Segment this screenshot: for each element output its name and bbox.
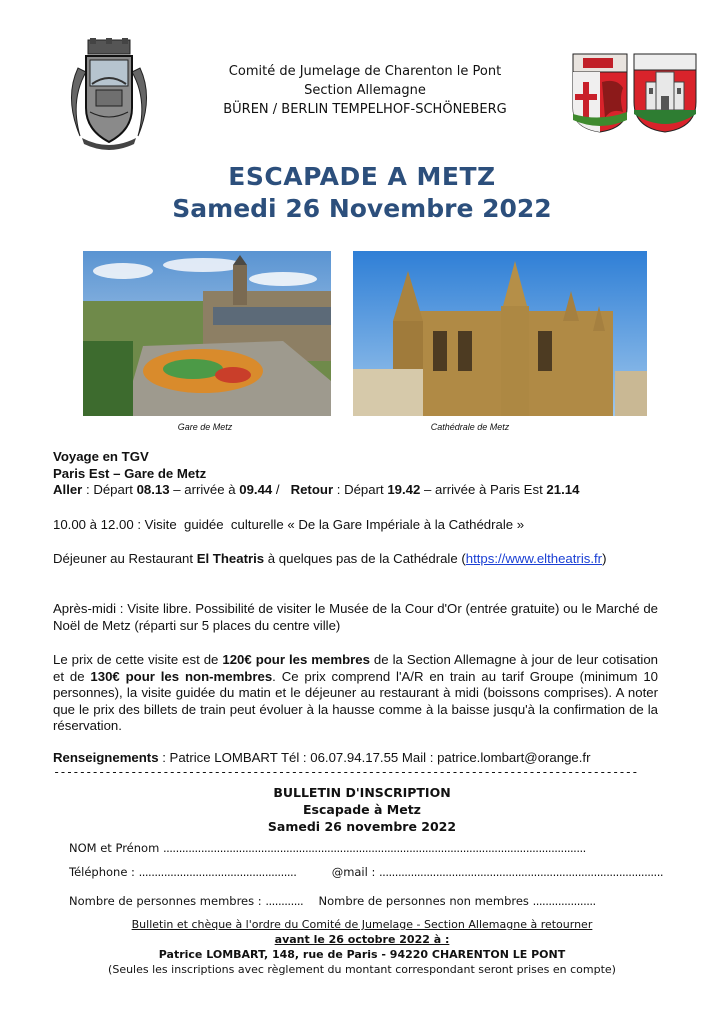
- cut-line-separator: -------------------------------------------------------------------------------------------: [53, 765, 638, 779]
- prix-text-3: . Ce prix comprend l'A/R en train au tarif Groupe (minimum 10 personnes), la visite guidée du matin et le déjeuner au restaurant à midi (boissons comprises). A noter que le prix des billets de train peut évoluer à la hausse comme à la baisse jusqu'à la confirmation de la réservation.: [53, 668, 659, 733]
- caption-gare-de-metz: Gare de Metz: [177, 422, 233, 432]
- schedule-separator: /: [272, 482, 291, 497]
- header-line-1: Comité de Jumelage de Charenton le Pont: [228, 64, 502, 79]
- telephone-label: Téléphone :: [69, 865, 139, 879]
- retour-text-2: – arrivée à Paris Est: [420, 482, 547, 497]
- aller-depart-time: 08.13: [136, 482, 170, 497]
- membres-count-field[interactable]: ............: [265, 894, 304, 908]
- restaurant-link[interactable]: https://www.eltheatris.fr: [465, 551, 603, 566]
- restaurant-name: El Theatris: [196, 551, 265, 566]
- bulletin-subtitle: Escapade à Metz: [303, 802, 421, 817]
- aller-label: Aller: [53, 482, 83, 497]
- non-membres-count-field[interactable]: ....................: [532, 894, 596, 908]
- nom-label: NOM et Prénom: [69, 841, 160, 855]
- dejeuner-text-1: Déjeuner au Restaurant: [53, 551, 197, 566]
- membres-label: Nombre de personnes membres :: [69, 894, 266, 908]
- dejeuner-paragraph: [53, 551, 658, 568]
- bulletin-title: BULLETIN D'INSCRIPTION: [273, 785, 451, 800]
- footer-note: (Seules les inscriptions avec règlement du montant correspondant seront prises en compte): [108, 963, 616, 976]
- page-title: ESCAPADE A METZ: [228, 162, 496, 191]
- dejeuner-text-3: ): [602, 551, 607, 566]
- email-field[interactable]: ..........................................................................................: [379, 865, 664, 879]
- voyage-schedule: [53, 482, 673, 499]
- retour-arrivee-time: 21.14: [546, 482, 580, 497]
- retour-label: Retour: [290, 482, 334, 497]
- footer-deadline: avant le 26 octobre 2022 à :: [274, 933, 450, 946]
- caption-cathedrale-de-metz: Cathédrale de Metz: [430, 422, 510, 432]
- photo-cathedrale-de-metz: [353, 251, 647, 416]
- page-subtitle-date: Samedi 26 Novembre 2022: [172, 194, 552, 223]
- form-contact-row: [69, 865, 669, 879]
- header-line-2: Section Allemagne: [304, 83, 426, 98]
- prix-membres: 120€ pour les membres: [222, 652, 370, 667]
- buren-coat-of-arms: [571, 52, 629, 134]
- form-count-row: [69, 894, 669, 908]
- tempelhof-schoeneberg-coat-of-arms: [632, 52, 698, 134]
- renseignements-text: : Patrice LOMBART Tél : 06.07.94.17.55 Mail : patrice.lombart@orange.fr: [158, 750, 591, 765]
- aller-text-2: – arrivée à: [169, 482, 240, 497]
- header-line-3: BÜREN / BERLIN TEMPELHOF-SCHÖNEBERG: [223, 102, 507, 117]
- form-nom-row: [69, 841, 669, 855]
- visite-guidee: 10.00 à 12.00 : Visite guidée culturelle « De la Gare Impériale à la Cathédrale »: [53, 517, 525, 532]
- renseignements-label: Renseignements: [53, 750, 159, 765]
- prix-paragraph: [53, 652, 658, 735]
- header-organization: [190, 62, 540, 119]
- non-membres-label: Nombre de personnes non membres: [318, 894, 533, 908]
- telephone-field[interactable]: ..................................................: [138, 865, 297, 879]
- aller-arrivee-time: 09.44: [239, 482, 273, 497]
- prix-text-2: de la Section Allemagne à jour de leur cotisation et de: [53, 652, 658, 684]
- voyage-route: Paris Est – Gare de Metz: [53, 465, 207, 481]
- charenton-coat-of-arms: [60, 38, 158, 150]
- dejeuner-text-2: à quelques pas de la Cathédrale (: [264, 551, 466, 566]
- voyage-block: [53, 449, 673, 499]
- prix-text-1: Le prix de cette visite est de: [53, 652, 223, 667]
- footer-instructions: Bulletin et chèque à l'ordre du Comité de Jumelage - Section Allemagne à retourner: [131, 918, 593, 931]
- voyage-heading: Voyage en TGV: [53, 449, 149, 464]
- bulletin-date: Samedi 26 novembre 2022: [267, 819, 457, 834]
- retour-depart-time: 19.42: [387, 482, 421, 497]
- photo-gare-de-metz: [83, 251, 331, 416]
- apres-midi-paragraph: Après-midi : Visite libre. Possibilité de visiter le Musée de la Cour d'Or (entrée gratuite) ou le Marché de Noël de Metz (réparti sur 5 places du centre ville): [53, 601, 658, 633]
- nom-field[interactable]: ......................................................................................................................................: [162, 841, 586, 855]
- aller-text-1: : Départ: [82, 482, 137, 497]
- footer-address: Patrice LOMBART, 148, rue de Paris - 94220 CHARENTON LE PONT: [158, 948, 566, 961]
- prix-non-membres: 130€ pour les non-membres: [90, 668, 273, 684]
- retour-text-1: : Départ: [333, 482, 388, 497]
- email-label: @mail :: [331, 865, 380, 879]
